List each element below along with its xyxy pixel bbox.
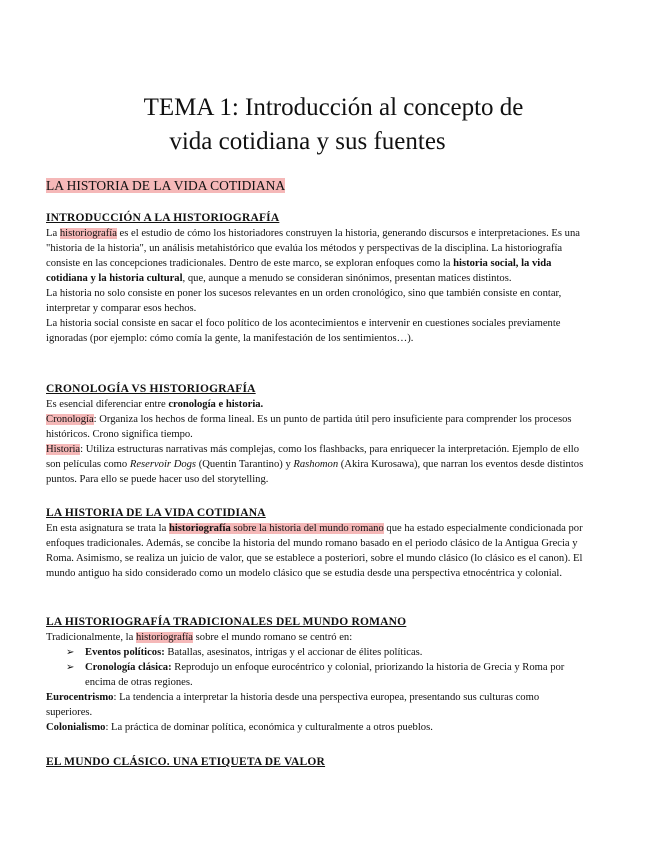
highlight: Cronología	[46, 414, 94, 425]
paragraph: Historia: Utiliza estructuras narrativas más complejas, como los flashbacks, para enriquecer la interpretación. Ejemplo de ello son películas como Reservoir Dogs (Quentin Tarantino) y Rashomon (Akira Kurosawa), que narran los eventos desde distintos puntos. Para ello se puede hacer uso del storytelling.	[46, 444, 584, 485]
bullet-list	[46, 645, 586, 690]
section-heading: CRONOLOGÍA VS HISTORIOGRAFÍA	[46, 383, 256, 395]
paragraph: Es esencial diferenciar entre cronología e historia.	[46, 399, 264, 410]
section-mundo-clasico	[46, 755, 586, 770]
paragraph: La historia social consiste en sacar el foco político de los acontecimientos e intervenir en cuestiones sociales previamente ignoradas (por ejemplo: cómo comía la gente, la manifestación de los sentimientos…).	[46, 318, 561, 344]
highlight: historiografía sobre la historia del mundo romano	[168, 523, 384, 534]
section-heading: EL MUNDO CLÁSICO. UNA ETIQUETA DE VALOR	[46, 756, 326, 768]
main-heading-text: LA HISTORIA DE LA VIDA COTIDIANA	[46, 178, 286, 193]
highlight: Historia	[46, 444, 81, 455]
arrow-bullet-icon: ➢	[66, 662, 75, 673]
definition: Eurocentrismo: La tendencia a interpretar la historia desde una perspectiva europea, presentando sus culturas como superiores.	[46, 692, 540, 718]
film-title: Rashomon	[293, 459, 339, 470]
section-heading: LA HISTORIA DE LA VIDA COTIDIANA	[46, 507, 266, 519]
section-cronologia	[46, 382, 586, 487]
arrow-bullet-icon: ➢	[66, 647, 75, 658]
main-heading	[46, 177, 285, 194]
highlight: historiografía	[59, 228, 117, 239]
paragraph: La historiografía es el estudio de cómo los historiadores construyen la historia, generando discursos e interpretaciones. Es una "historia de la historia", un análisis metahistórico que evalúa los métodos y perspectivas de la disciplina. La historiografía consiste en las concepciones tradicionales. Dentro de este marco, se exploran enfoques como la historia social, la vida cotidiana y la historia cultural, que, aunque a menudo se consideran sinónimos, presentan matices distintos.	[46, 228, 580, 284]
highlight: historiografía	[135, 632, 194, 643]
paragraph: Cronología: Organiza los hechos de forma lineal. Es un punto de partida útil pero insuficiente para comprender los procesos históricos. Crono significa tiempo.	[46, 414, 572, 440]
section-introduccion	[46, 211, 586, 346]
bold-text: cronología e historia.	[168, 399, 264, 410]
document-title-line-2: vida cotidiana y sus fuentes	[169, 128, 446, 155]
film-title: Reservoir Dogs	[129, 459, 197, 470]
paragraph: La historia no solo consiste en poner los sucesos relevantes en un orden cronológico, sino que también consiste en contar, interpretar y comparar esos hechos.	[46, 288, 562, 314]
list-item: ➢ Eventos políticos: Batallas, asesinatos, intrigas y el accionar de élites políticas.	[66, 647, 423, 658]
definition: Colonialismo: La práctica de dominar política, económica y culturalmente a otros pueblos.	[46, 722, 433, 733]
section-vida-cotidiana	[46, 506, 586, 581]
paragraph: En esta asignatura se trata la historiografía sobre la historia del mundo romano que ha estado especialmente condicionada por enfoques tradicionales. Además, se concibe la historia del mundo romano basado en el periodo clásico de la Antigua Grecia y Roma. Asimismo, se realiza un juicio de valor, que se establece a posteriori, sobre el mundo clásico (lo clásico es el canon). El mundo antiguo ha sido considerado como un modelo clásico que se estudia desde una perspectiva etnocéntrica y colonial.	[46, 523, 583, 579]
section-historiografia-tradicional	[46, 615, 586, 735]
document-title-line-1: TEMA 1: Introducción al concepto de	[143, 94, 524, 121]
section-heading: INTRODUCCIÓN A LA HISTORIOGRAFÍA	[46, 212, 280, 224]
section-heading: LA HISTORIOGRAFÍA TRADICIONALES DEL MUNDO ROMANO	[46, 616, 407, 628]
list-item: ➢ Cronología clásica: Reprodujo un enfoque eurocéntrico y colonial, priorizando la historia de Grecia y Roma por encima de otras regiones.	[66, 662, 565, 688]
paragraph: Tradicionalmente, la historiografía sobre el mundo romano se centró en:	[46, 632, 353, 643]
bold-text: historia social, la vida cotidiana y la historia cultural	[46, 258, 552, 284]
